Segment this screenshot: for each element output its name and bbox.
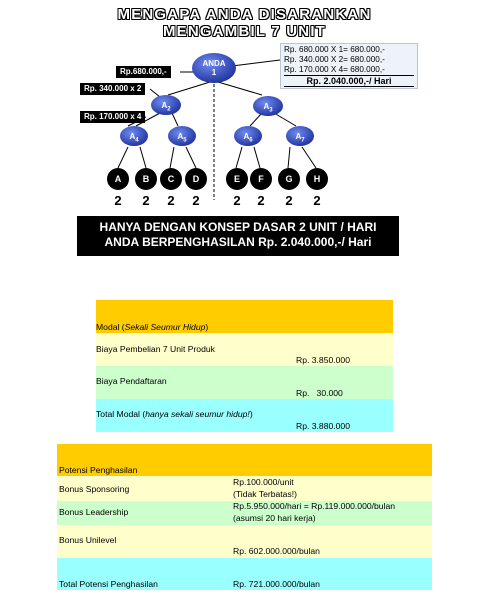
income-row-value-note: (Tidak Terbatas!) — [233, 489, 297, 499]
pointer-calc — [232, 60, 280, 66]
edge-a5-c — [170, 147, 174, 168]
edge-root-a2 — [168, 82, 210, 95]
edge-a4-a — [118, 147, 128, 168]
node-a7-label: $A_7$ — [295, 132, 305, 144]
edge-a2-a5 — [172, 113, 178, 126]
modal-table-row — [96, 333, 393, 366]
income-row-value: Rp.100.000/unit — [233, 477, 294, 487]
income-table-row — [57, 558, 432, 590]
summary-banner — [77, 216, 399, 256]
leaf-count-h: 2 — [313, 193, 321, 208]
edge-a6-e — [236, 147, 242, 168]
leaf-count-d: 2 — [192, 193, 200, 208]
modal-row-value: Rp. 3.850.000 — [296, 355, 350, 365]
edge-a5-d — [186, 147, 196, 168]
node-a4-label: $A_4$ — [129, 132, 139, 144]
modal-table-header — [96, 300, 393, 333]
level-2-label: Rp. 340.000 x 2 — [80, 83, 145, 95]
modal-row-value: Rp. 3.880.000 — [296, 421, 350, 431]
income-row-label: Bonus Leadership — [59, 507, 129, 517]
node-a2-label: $A_2$ — [161, 101, 171, 113]
modal-row-label: Biaya Pendaftaran — [96, 376, 167, 386]
income-row-value: Rp. 721.000.000/bulan — [233, 579, 320, 589]
calc-line-3: Rp. 170.000 X 4= 680.000,- — [284, 65, 385, 74]
calculation-box — [280, 43, 418, 89]
modal-table-row — [96, 399, 393, 432]
banner-line-2: ANDA BERPENGHASILAN Rp. 2.040.000,-/ Hari — [104, 235, 372, 249]
edge-root-a3 — [218, 82, 262, 95]
leaf-label-h: H — [313, 174, 321, 184]
leaf-label-c: C — [167, 174, 175, 184]
modal-table — [96, 300, 393, 432]
root-node-label: ANDA 1 — [202, 59, 226, 77]
leaf-count-g: 2 — [285, 193, 293, 208]
leaf-label-e: E — [233, 174, 240, 184]
modal-row-label: Biaya Pembelian 7 Unit Produk — [96, 344, 215, 354]
income-table-row — [57, 501, 432, 525]
node-a6-label: $A_6$ — [243, 132, 253, 144]
leaf-label-f: F — [258, 174, 264, 184]
banner-line-1: HANYA DENGAN KONSEP DASAR 2 UNIT / HARI — [99, 220, 377, 234]
leaf-label-a: A — [114, 174, 122, 184]
leaf-count-e: 2 — [233, 193, 241, 208]
leaf-label-b: B — [142, 174, 150, 184]
modal-header-text: Modal (Sekali Seumur Hidup) — [96, 322, 209, 332]
level-3-label: Rp. 170.000 x 4 — [80, 111, 145, 123]
edge-a4-b — [140, 147, 146, 168]
leaf-label-g: G — [285, 174, 293, 184]
income-table — [57, 444, 432, 590]
income-row-label: Bonus Unilevel — [59, 535, 117, 545]
node-a5-label: $A_5$ — [177, 132, 187, 144]
income-table-row — [57, 476, 432, 501]
leaf-count-a: 2 — [114, 193, 122, 208]
level-1-label: Rp.680.000,- — [116, 66, 171, 78]
pointer-level2 — [150, 89, 160, 97]
edge-a6-f — [254, 147, 260, 168]
income-table-row — [57, 525, 432, 558]
modal-row-label: Total Modal (hanya sekali seumur hidup!) — [96, 409, 253, 419]
income-header-text: Potensi Penghasilan — [59, 465, 138, 475]
edge-a7-h — [302, 147, 316, 168]
leaf-count-f: 2 — [257, 193, 265, 208]
income-table-header — [57, 444, 432, 476]
calc-line-1: Rp. 680.000 X 1= 680.000,- — [284, 45, 385, 54]
leaf-label-d: D — [192, 174, 200, 184]
modal-table-row — [96, 366, 393, 399]
calc-total: Rp. 2.040.000,-/ Hari — [284, 75, 414, 87]
income-row-value: Rp.5.950.000/hari = Rp.119.000.000/bulan — [233, 501, 396, 511]
title-line-1: MENGAPA ANDA DISARANKAN — [117, 6, 372, 23]
edge-a7-g — [288, 147, 290, 168]
income-row-value-note: (asumsi 20 hari kerja) — [233, 513, 316, 523]
title-line-2: MENGAMBIL 7 UNIT — [162, 23, 327, 40]
income-row-label: Total Potensi Penghasilan — [59, 579, 158, 589]
node-a3-label: $A_3$ — [263, 102, 273, 114]
binary-tree-diagram — [0, 0, 489, 215]
leaf-count-b: 2 — [142, 193, 150, 208]
leaf-count-c: 2 — [167, 193, 175, 208]
income-row-value: Rp. 602.000.000/bulan — [233, 546, 320, 556]
calc-line-2: Rp. 340.000 X 2= 680.000,- — [284, 55, 385, 64]
modal-row-value: Rp. 30.000 — [296, 388, 343, 398]
income-row-label: Bonus Sponsoring — [59, 484, 130, 494]
